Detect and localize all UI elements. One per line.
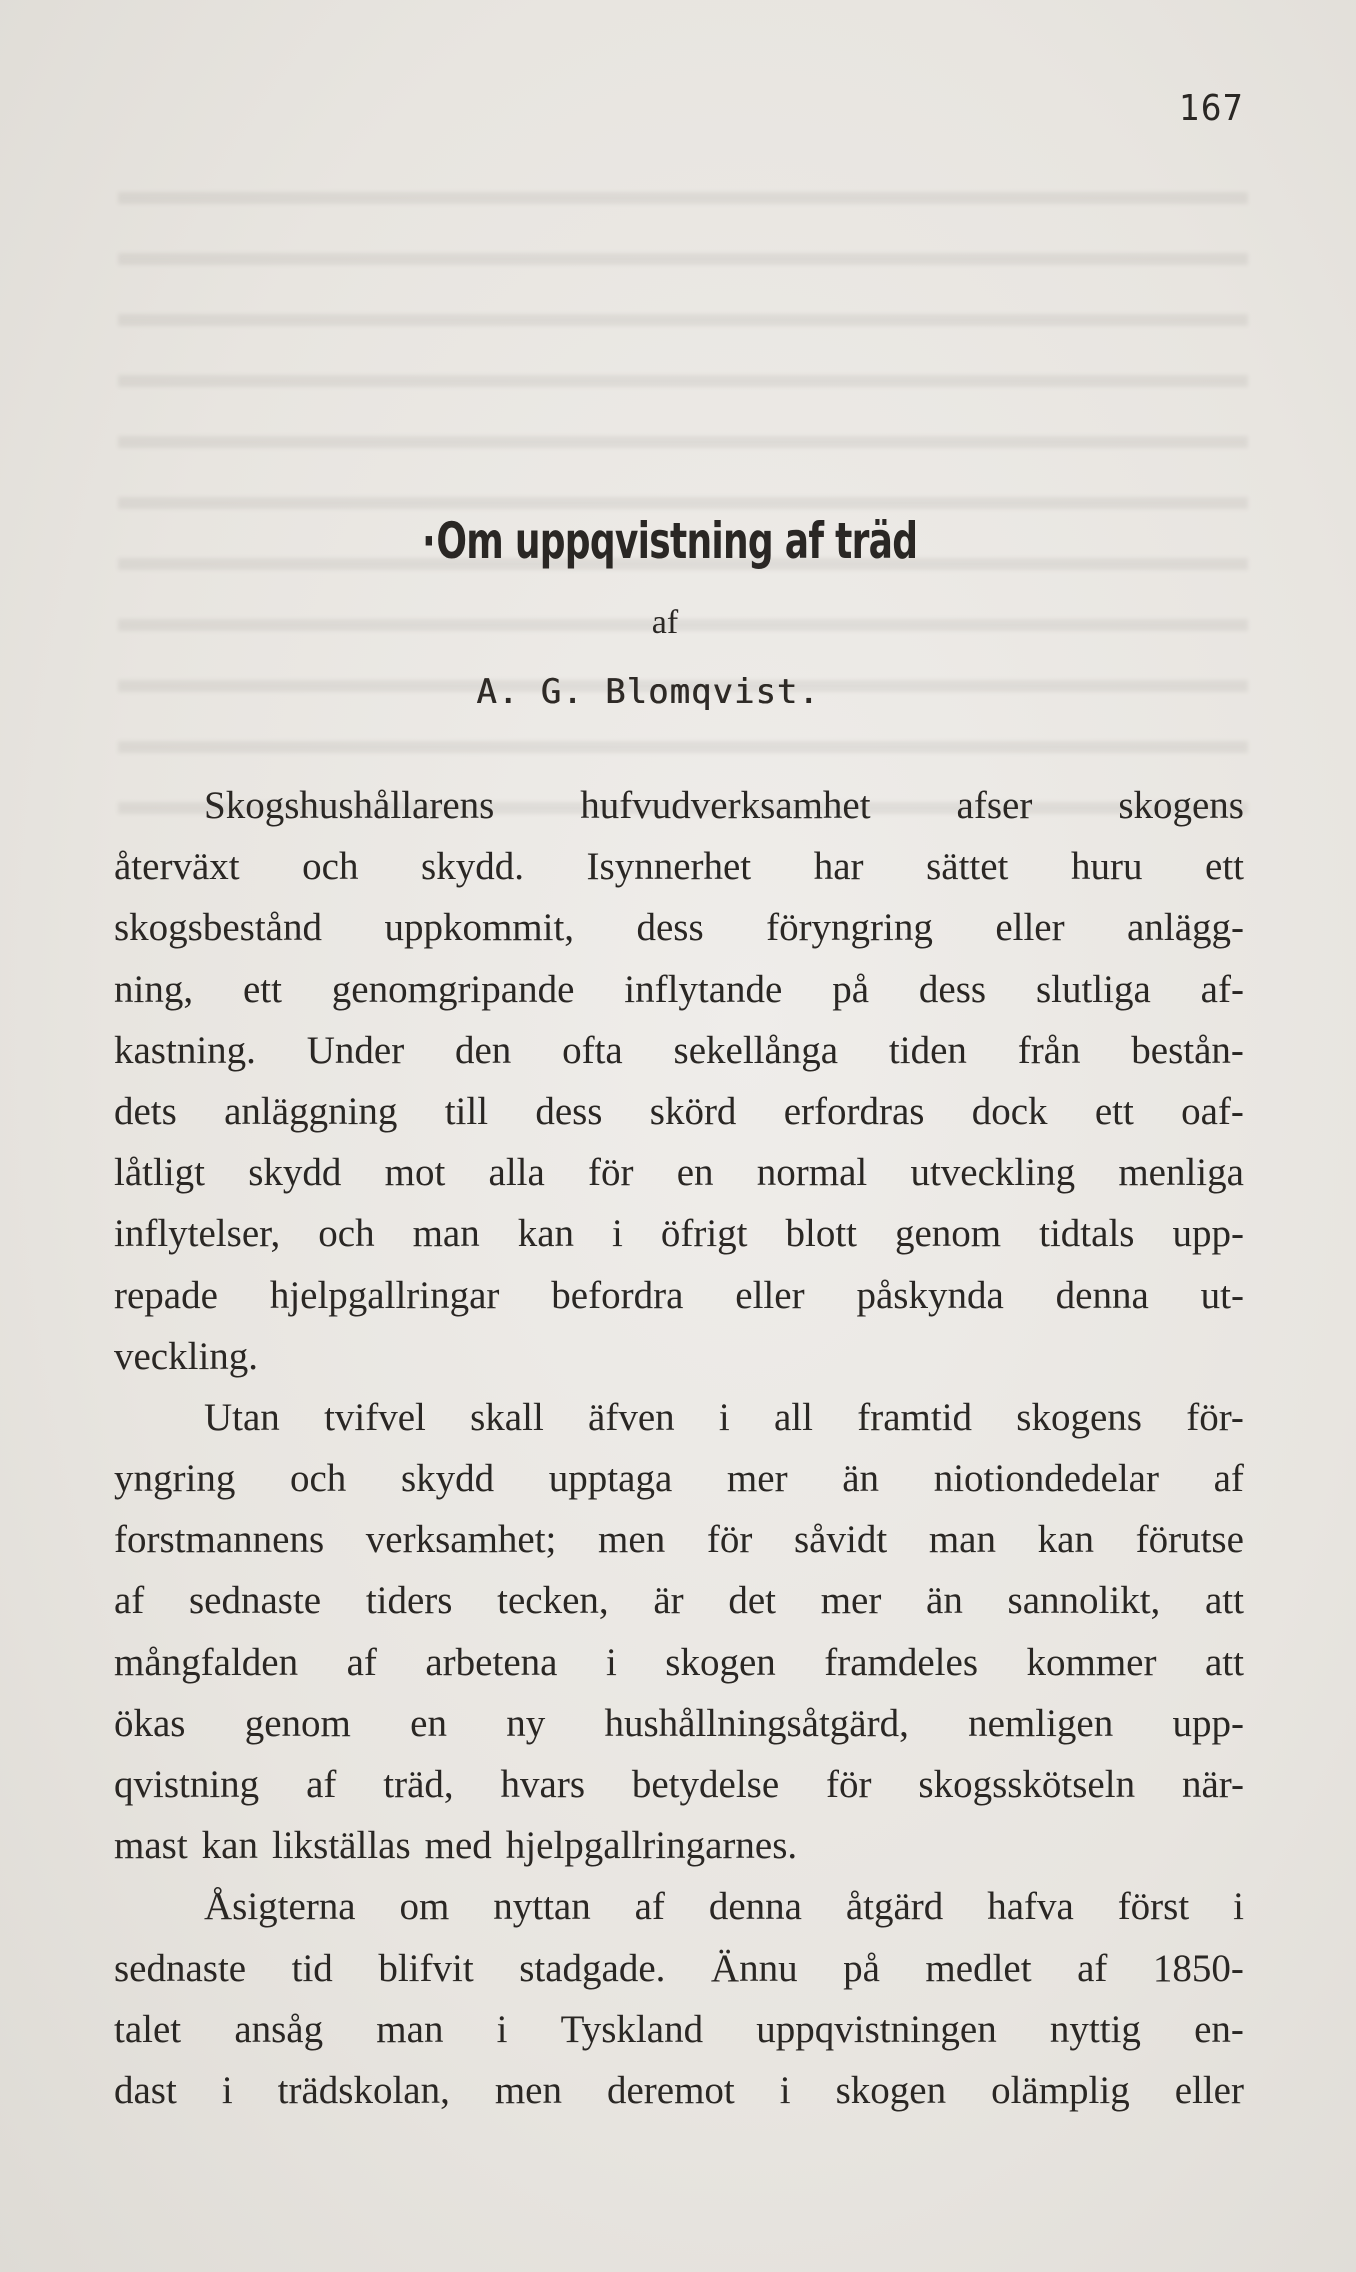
word: förutse [1135,1518,1244,1562]
word: och [302,845,359,889]
word: en- [1194,2007,1244,2051]
word: anlägg- [1127,906,1244,950]
word: qvistning [114,1763,260,1806]
word: trädskolan, [277,2068,450,2112]
word: öfrigt [660,1212,748,1256]
word: olämplig [991,2068,1130,2112]
word: arbetena [425,1640,558,1684]
word: än [842,1457,880,1501]
text-line [114,1999,1244,2060]
word: återväxt [114,845,240,889]
text-line [114,1142,1244,1203]
word: ökas [114,1701,186,1745]
word: Isynnerhet [586,845,752,889]
word: Under [306,1028,405,1072]
word: hafva [987,1885,1074,1929]
word: yngring [114,1457,236,1501]
word: i [605,1640,617,1684]
word: utveckling [910,1151,1076,1195]
word: men [598,1518,666,1562]
word: niotiondedelar [933,1457,1159,1501]
word: sednaste [189,1579,322,1623]
word: kastning. [114,1028,256,1072]
word: ning, [114,967,194,1011]
text-line [114,1632,1244,1693]
word: på [832,967,870,1011]
word: af [1213,1457,1244,1501]
word: likställas [271,1824,411,1868]
word: och [289,1457,347,1501]
text-line [114,1754,1244,1815]
bleed-through-shadow [118,170,1248,820]
word: medlet [925,1946,1032,1990]
word: befordra [551,1273,684,1317]
word: dess [636,906,704,950]
word: stadgade. [519,1946,666,1990]
word: skogsskötseln [918,1763,1136,1806]
word: mångfalden [114,1640,299,1684]
word: dess [535,1089,603,1133]
word: för [826,1763,872,1806]
title-lead-mark: · [421,512,435,570]
word: nyttan [493,1885,591,1929]
word: dets [114,1089,177,1133]
word: hjelpgallringar [269,1273,500,1317]
word: af [306,1763,337,1806]
word: denna [708,1885,802,1929]
word: hvars [500,1763,585,1806]
word: tvifvel [324,1395,426,1439]
text-line [114,1387,1244,1448]
body-text [114,775,1244,2121]
word: hjelpgallringarnes. [505,1824,798,1868]
word: kan [517,1212,575,1256]
word: 1850- [1152,1946,1244,1990]
text-line [114,1876,1244,1937]
word: normal [756,1151,868,1195]
word: hushållningsåtgärd, [604,1701,909,1745]
word: ett [1094,1089,1134,1133]
word: huru [1070,845,1143,889]
word: af [634,1885,665,1929]
text-line [114,1938,1244,1999]
text-line [114,1020,1244,1081]
word: hufvudverksamhet [580,784,871,827]
word: ofta [562,1028,623,1072]
word: är [653,1579,684,1623]
word: Tyskland [560,2007,704,2051]
word: upptaga [548,1457,673,1501]
page-number: 167 [1179,88,1244,129]
word: påskynda [856,1273,1004,1317]
word: eller [735,1273,805,1317]
word: på [843,1946,880,1990]
word: slutliga [1035,967,1151,1011]
word: nemligen [968,1701,1114,1745]
word: erfordras [783,1089,925,1133]
word: denna [1055,1273,1149,1317]
word: i [612,1212,623,1256]
word: bestån- [1131,1028,1244,1072]
text-line [114,1448,1244,1509]
word: upp- [1172,1212,1244,1256]
word: sednaste [114,1946,247,1990]
text-line [114,1203,1244,1264]
word: Åsigterna [204,1885,356,1929]
word: sättet [926,845,1009,889]
word: att [1204,1579,1244,1623]
word: veckling. [114,1334,259,1378]
word: mot [384,1151,446,1195]
word: ny [506,1701,546,1745]
word: tiden [888,1028,967,1072]
word: skogen [665,1640,776,1684]
word: och [318,1212,375,1256]
word: skogen [835,2068,947,2112]
word: af [346,1640,377,1684]
text-line [114,1693,1244,1754]
word: kommer [1026,1640,1157,1684]
word: ut- [1200,1273,1244,1317]
word: har [813,845,864,889]
word: menliga [1118,1151,1244,1195]
word: inflytande [624,967,783,1011]
word: äfven [588,1395,675,1439]
word: betydelse [631,1763,780,1806]
word: ansåg [234,2007,324,2051]
word: eller [1174,2068,1244,2112]
word: skörd [649,1089,737,1133]
word: en [410,1701,447,1745]
text-line [114,836,1244,897]
word: det [728,1579,777,1623]
word: med [424,1824,492,1868]
word: Skogshushållarens [204,784,495,827]
text-line [114,1509,1244,1570]
word: oaf- [1181,1089,1244,1133]
text-line [114,1326,1244,1387]
word: deremot [606,2068,735,2112]
text-line [114,1815,1244,1876]
word: all [774,1395,813,1439]
text-line [114,2060,1244,2121]
word: kan [201,1824,258,1868]
word: dess [918,967,987,1011]
word: dast [114,2068,177,2112]
word: i [1233,1885,1244,1929]
word: kan [1037,1518,1094,1562]
word: man [412,1212,480,1256]
word: föryngring [766,906,933,950]
word: forstmannens [114,1518,325,1562]
word: i [221,2068,233,2112]
word: uppqvistningen [756,2007,997,2051]
word: uppkommit, [384,906,575,950]
word: från [1017,1028,1081,1072]
word: anläggning [224,1089,398,1133]
text-line [114,1081,1244,1142]
word: framdeles [824,1640,979,1684]
word: af [114,1579,145,1623]
word: skogsbestånd [114,906,322,950]
word: eller [995,906,1065,950]
word: sannolikt, [1007,1579,1161,1623]
word: i [496,2007,508,2051]
word: än [926,1579,963,1623]
word: såvidt [794,1518,888,1562]
word: men [494,2068,562,2112]
word: en [676,1151,714,1195]
word: genom [895,1212,1002,1256]
word: af- [1200,967,1244,1011]
word: framtid [857,1395,973,1439]
word: skydd. [421,845,524,889]
word: blifvit [378,1946,474,1990]
text-line [114,897,1244,958]
word: alla [488,1151,545,1195]
word: repade [114,1273,218,1317]
word: att [1204,1640,1244,1684]
article-title-text: Om uppqvistning af träd [436,512,918,570]
word: för [588,1151,634,1195]
word: om [399,1885,450,1929]
word: inflytelser, [114,1212,281,1256]
word: skydd [248,1151,342,1195]
word: man [376,2007,444,2051]
word: mast [114,1824,188,1868]
word: Utan [204,1395,280,1439]
word: skogens [1118,784,1244,827]
article-title [181,512,1157,570]
word: träd, [383,1763,454,1806]
word: låtligt [114,1151,205,1195]
word: till [444,1089,489,1133]
word: mer [726,1457,788,1501]
text-line [114,775,1244,836]
word: först [1117,1885,1190,1929]
word: talet [114,2007,182,2051]
word: af [1077,1946,1108,1990]
word: ett [1205,845,1244,889]
word: genomgripande [331,967,575,1011]
word: blott [785,1212,858,1256]
word: i [779,2068,791,2112]
word: nyttig [1049,2007,1141,2051]
word: ett [242,967,282,1011]
word: genom [244,1701,351,1745]
word: mer [820,1579,882,1623]
word: tid [291,1946,333,1990]
word: sekellånga [673,1028,839,1072]
word: när- [1181,1763,1244,1806]
text-line [114,1570,1244,1631]
word: för [706,1518,753,1562]
word: skall [470,1395,544,1439]
word: tidtals [1039,1212,1135,1256]
word: åtgärd [845,1885,944,1929]
word: tiders [365,1579,453,1623]
word: verksamhet; [365,1518,557,1562]
word: tecken, [497,1579,609,1623]
word: Ännu [710,1946,798,1990]
author-name: A. G. Blomqvist. [476,672,820,712]
text-line [114,959,1244,1020]
word: i [718,1395,730,1439]
word: skogens [1016,1395,1142,1439]
word: skydd [400,1457,495,1501]
word: man [928,1518,996,1562]
word: upp- [1172,1701,1244,1745]
text-line [114,1265,1244,1326]
word: för- [1186,1395,1244,1439]
word: afser [956,784,1033,827]
word: dock [971,1089,1048,1133]
byline: af [651,604,679,641]
word: den [454,1028,512,1072]
